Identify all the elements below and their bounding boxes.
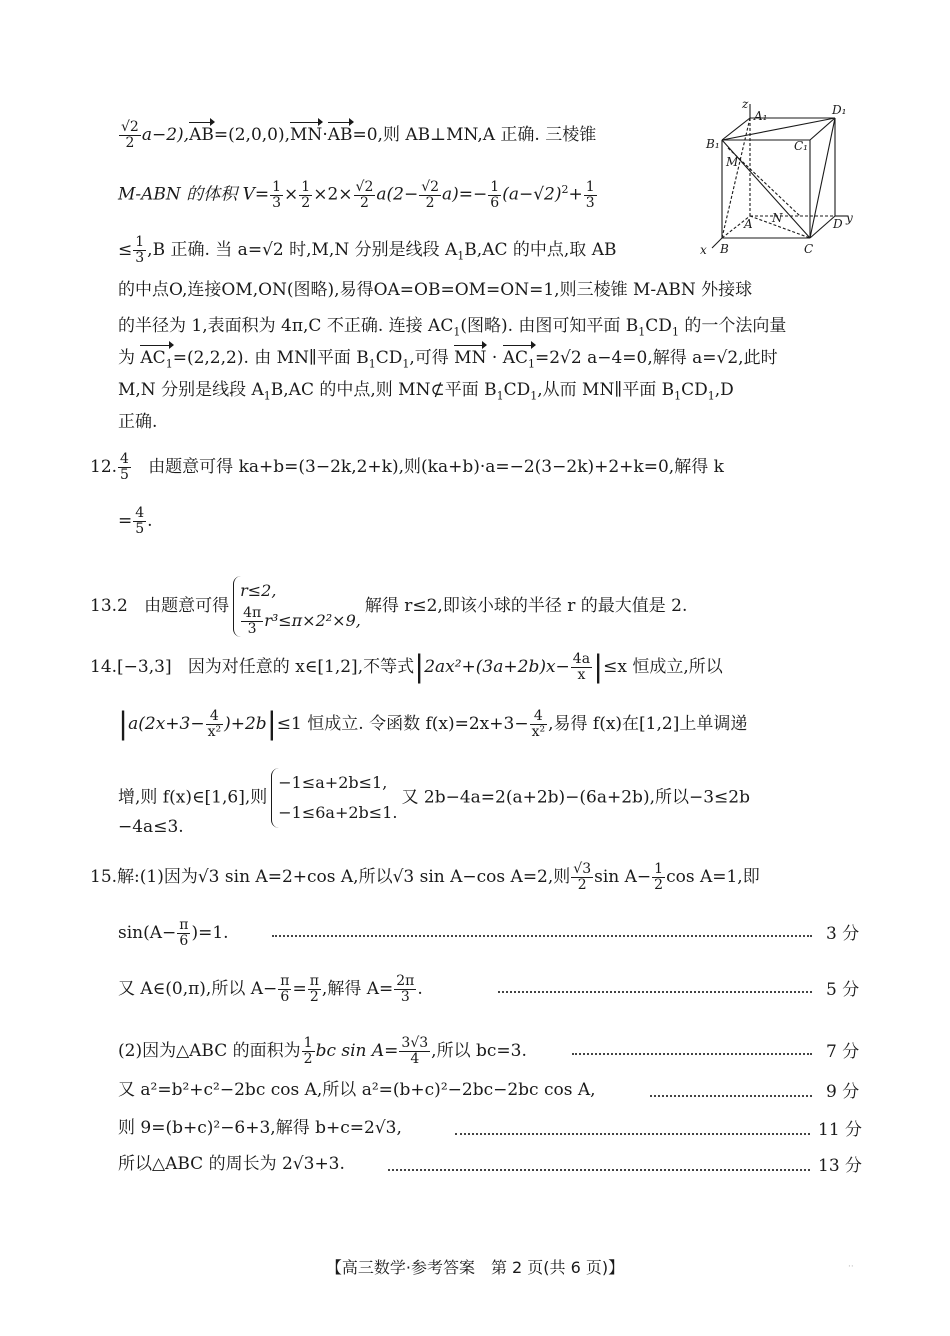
q15-line-7: 所以△ABC 的周长为 2√3+3.	[118, 1154, 345, 1174]
line-6: 为 $AC_1=(2,2,2)$. 由 MN∥平面 $B_1CD_1$,可得 MN · $AC_1=2√2$ a−4=0,解得 a=√2,此时	[118, 346, 778, 376]
score-leader	[650, 1095, 812, 1097]
label-z: z	[742, 97, 749, 111]
score-11: 11 分	[818, 1120, 863, 1140]
edge	[722, 118, 750, 140]
line-3: ≤ $\frac{1}{3}$ ,B 正确. 当 a=√2 时,M,N 分别是线段 $A_1B,AC$ 的中点,取 AB	[118, 234, 617, 266]
q15-line-6: 则 9=(b+c)²−6+3,解得 b+c=2√3,	[118, 1118, 402, 1138]
b1-d1	[722, 118, 835, 140]
q14-line-2: |a(2x+3− $\frac{4}{\text{x²}}$ )+2b|≤1 恒成立. 令函数 f(x)=2x+3− $\frac{4}{\text{x²}}$ ,易得 f(x)在[1,2]上单调递	[118, 706, 748, 742]
q15-line-4: (2)因为△ABC 的面积为 $\frac{1}{2}$ bc sin A= $\frac{3√3}{4}$ ,所以 bc=3.	[118, 1035, 527, 1067]
score-leader	[272, 935, 812, 937]
label-m: M	[726, 155, 739, 169]
q14-line-3: 增,则 f(x)∈[1,6],则−1≤a+2b≤1, −1≤6a+2b≤1.又 2b−4a=2(a+2b)−(6a+2b),所以−3≤2b	[118, 768, 750, 828]
label-d: D	[833, 217, 843, 231]
page-footer: 【高三数学·参考答案 第 2 页(共 6 页)】	[325, 1258, 625, 1277]
line-2: M-ABN 的体积 V= $\frac{1}{3}$ × $\frac{1}{2}$ ×2× $\frac{√2}{2}$ a(2− $\frac{√2}{2}$ a)=− $\frac{1}{6}$ $(a-√2)^2+$ $\frac{1}{3}$	[118, 178, 595, 211]
fraction: $\frac{√2}{2}$	[121, 119, 139, 151]
q14-line-1: 14.[−3,3] 因为对任意的 x∈[1,2],不等式|2ax²+(3a+2b)x− $\frac{4a}{x}$ |≤x 恒成立,所以	[90, 649, 723, 685]
cube-figure	[700, 97, 853, 258]
score-leader	[455, 1133, 810, 1135]
vector-mn: MN	[290, 125, 323, 145]
score-3: 3 分	[826, 924, 860, 944]
score-7: 7 分	[826, 1042, 860, 1062]
vector-ab-2: AB	[327, 125, 353, 145]
corner-mark: ··	[848, 1262, 854, 1272]
q15-line-3: 又 A∈(0,π),所以 A− $\frac{\pi}{6}$ = $\frac{\pi}{2}$ ,解得 A= $\frac{2\pi}{3}$ .	[118, 973, 423, 1005]
line-8: 正确.	[118, 412, 158, 432]
label-n: N	[772, 211, 783, 225]
label-c: C	[804, 242, 814, 256]
label-a: A	[744, 217, 753, 231]
q13: 13.2 由题意可得r≤2, $\frac{4\pi}{3}$ r³≤π×2²×9,解得 r≤2,即该小球的半径 r 的最大值是 2.	[90, 576, 687, 637]
brace-system: r≤2, $\frac{4\pi}{3}$ r³≤π×2²×9,	[233, 576, 361, 637]
q15-line-1: 15.解:(1)因为√3 sin A=2+cos A,所以√3 sin A−cos A=2,则 $\frac{√3}{2}$ sin A− $\frac{1}{2}$ cos A=1,即	[90, 861, 760, 893]
score-9: 9 分	[826, 1082, 860, 1102]
score-leader	[388, 1169, 810, 1171]
line-7: M,N 分别是线段 $A_1B,AC$ 的中点,则 MN⊄平面 $B_1CD_1$,从而 MN∥平面 $B_1CD_1,D$	[118, 380, 734, 403]
line-5: 的半径为 1,表面积为 4π,C 不正确. 连接 $AC_1$(图略). 由图可知平面 $B_1CD_1$ 的一个法向量	[118, 316, 787, 339]
label-x: x	[700, 243, 707, 257]
q12-line-1: 12. $\frac{4}{5}$ 由题意可得 ka+b=(3−2k,2+k),则(ka+b)·a=−2(3−2k)+2+k=0,解得 k	[90, 451, 724, 483]
line-4: 的中点O,连接OM,ON(图略),易得OA=OB=OM=ON=1,则三棱锥 M-ABN 外接球	[118, 280, 753, 300]
score-leader	[498, 991, 812, 993]
label-d1: D₁	[832, 103, 847, 117]
label-y: y	[846, 211, 853, 225]
label-b: B	[720, 242, 729, 256]
q15-line-5: 又 a²=b²+c²−2bc cos A,所以 a²=(b+c)²−2bc−2bc cos A,	[118, 1080, 596, 1100]
q14-line-4: −4a≤3.	[118, 817, 184, 837]
score-13: 13 分	[818, 1156, 863, 1176]
label-a1: A₁	[754, 109, 768, 123]
score-leader	[572, 1053, 812, 1055]
score-5: 5 分	[826, 980, 860, 1000]
vector-ab: AB	[189, 125, 214, 145]
q12-line-2: = $\frac{4}{5}$ .	[118, 505, 153, 537]
label-c1: C₁	[794, 139, 808, 153]
line-1: $\frac{√2}{2}$ a−2),AB=(2,0,0),MN·AB=0,则 AB⊥MN,A 正确. 三棱锥	[121, 119, 597, 151]
label-b1: B₁	[706, 137, 720, 151]
q15-line-2: sin(A− $\frac{\pi}{6}$ )=1.	[118, 917, 229, 949]
